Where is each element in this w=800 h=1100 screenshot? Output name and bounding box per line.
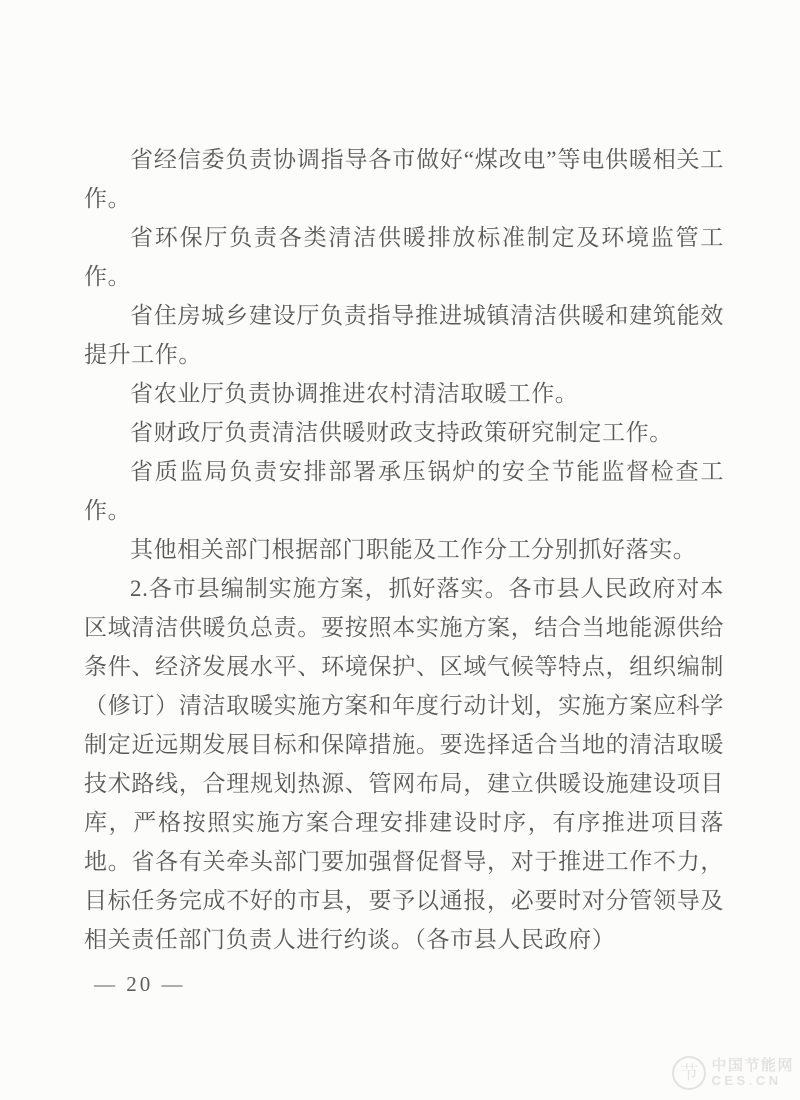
watermark-site-name: 中国节能网 bbox=[711, 1056, 794, 1074]
paragraph: 其他相关部门根据部门职能及工作分工分别抓好落实。 bbox=[130, 537, 697, 562]
watermark-site-domain: CES.CN bbox=[711, 1073, 782, 1089]
paragraph: 省住房城乡建设厅负责指导推进城镇清洁供暖和建筑能效提升工作。 bbox=[84, 303, 724, 367]
watermark-text bbox=[711, 1058, 794, 1089]
paragraph: 省经信委负责协调指导各市做好“煤改电”等电供暖相关工作。 bbox=[84, 147, 724, 211]
paragraph: 2.各市县编制实施方案，抓好落实。各市县人民政府对本区域清洁供暖负总责。要按照本实施方案，结合当地能源供给条件、经济发展水平、环境保护、区域气候等特点，组织编制（修订）清洁取暖实施方案和年度行动计划，实施方案应科学制定近远期发展目标和保障措施。要选择适合当地的清洁取暖技术路线，合理规划热源、管网布局，建立供暖设施建设项目库，严格按照实施方案合理安排建设时序，有序推进项目落地。省各有关牵头部门要加强督促督导，对于推进工作不力，目标任务完成不好的市县，要予以通报，必要时对分管领导及相关责任部门负责人进行约谈。（各市县人民政府） bbox=[84, 576, 724, 952]
ces-logo-icon: 节 bbox=[672, 1056, 706, 1090]
paragraph: 省财政厅负责清洁供暖财政支持政策研究制定工作。 bbox=[130, 420, 673, 445]
paragraph: 省农业厅负责协调推进农村清洁取暖工作。 bbox=[130, 381, 579, 406]
site-watermark bbox=[672, 1056, 794, 1090]
paragraph: 省质监局负责安排部署承压锅炉的安全节能监督检查工作。 bbox=[84, 459, 724, 523]
document-body bbox=[84, 140, 724, 959]
paragraph: 省环保厅负责各类清洁供暖排放标准制定及环境监管工作。 bbox=[84, 225, 724, 289]
page-number: — 20 — bbox=[94, 972, 186, 996]
